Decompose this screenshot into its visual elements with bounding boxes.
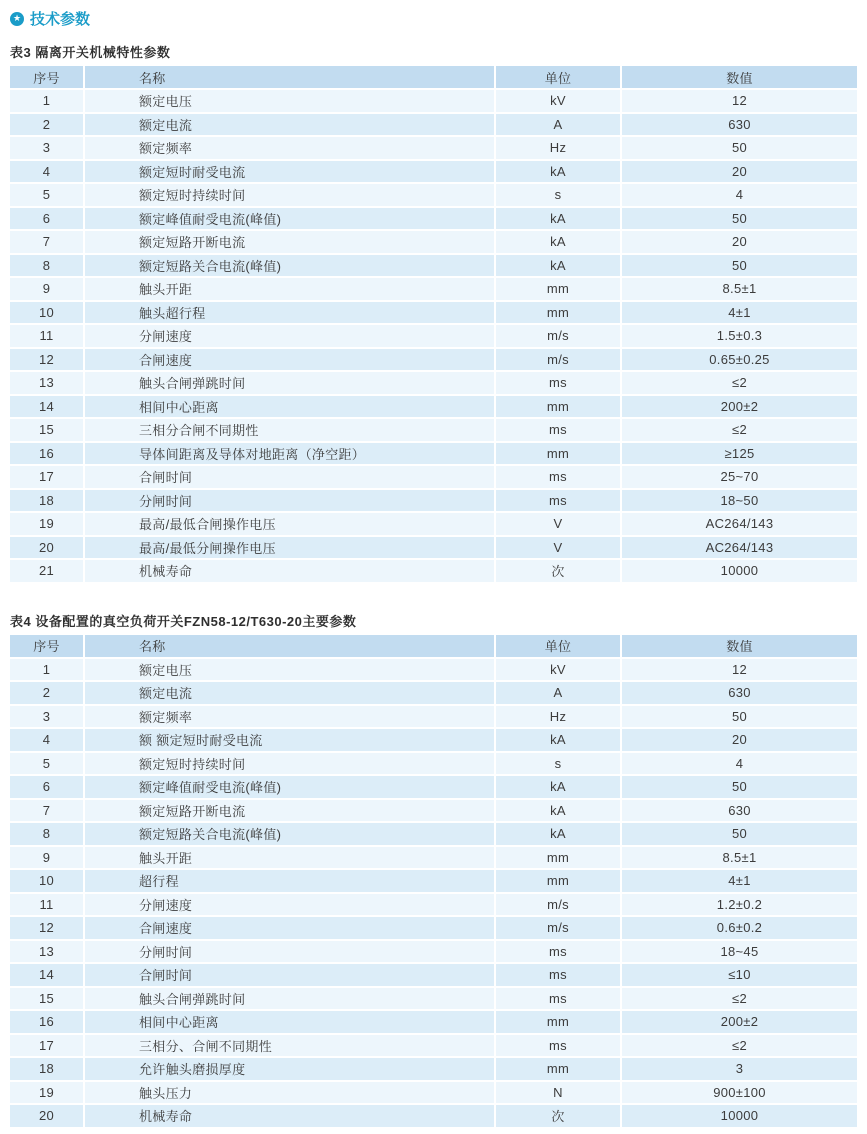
param-name-cell: 合闸时间 bbox=[85, 466, 494, 488]
param-name-cell: 触头开距 bbox=[85, 278, 494, 300]
table-row bbox=[10, 537, 857, 559]
row-number-cell: 19 bbox=[10, 1082, 83, 1104]
param-name-cell: 额定短路关合电流(峰值) bbox=[85, 255, 494, 277]
row-number-cell: 6 bbox=[10, 776, 83, 798]
unit-cell: m/s bbox=[496, 894, 620, 916]
value-cell: 4 bbox=[622, 184, 857, 206]
unit-cell: kA bbox=[496, 729, 620, 751]
table-row bbox=[10, 466, 857, 488]
param-name-cell: 导体间距离及导体对地距离（净空距） bbox=[85, 443, 494, 465]
unit-cell: kA bbox=[496, 161, 620, 183]
column-header: 数值 bbox=[622, 66, 857, 88]
section-title: 技术参数 bbox=[30, 11, 91, 28]
table-row bbox=[10, 137, 857, 159]
param-name-cell: 额定短时耐受电流 bbox=[85, 161, 494, 183]
table-row bbox=[10, 396, 857, 418]
param-name-cell: 额定短路开断电流 bbox=[85, 231, 494, 253]
unit-cell: A bbox=[496, 682, 620, 704]
param-name-cell: 额定电流 bbox=[85, 682, 494, 704]
table-row bbox=[10, 513, 857, 535]
value-cell: 4±1 bbox=[622, 302, 857, 324]
column-header: 序号 bbox=[10, 66, 83, 88]
table-row bbox=[10, 682, 857, 704]
unit-cell: s bbox=[496, 184, 620, 206]
row-number-cell: 1 bbox=[10, 659, 83, 681]
unit-cell: A bbox=[496, 114, 620, 136]
param-name-cell: 分闸时间 bbox=[85, 490, 494, 512]
unit-cell: mm bbox=[496, 1058, 620, 1080]
unit-cell: ms bbox=[496, 964, 620, 986]
table-row bbox=[10, 870, 857, 892]
value-cell: ≤2 bbox=[622, 372, 857, 394]
param-name-cell: 触头开距 bbox=[85, 847, 494, 869]
param-name-cell: 触头合闸弹跳时间 bbox=[85, 988, 494, 1010]
param-name-cell: 额定电流 bbox=[85, 114, 494, 136]
unit-cell: kA bbox=[496, 255, 620, 277]
unit-cell: kV bbox=[496, 90, 620, 112]
value-cell: 18~50 bbox=[622, 490, 857, 512]
row-number-cell: 11 bbox=[10, 325, 83, 347]
row-number-cell: 1 bbox=[10, 90, 83, 112]
param-name-cell: 额定短时持续时间 bbox=[85, 753, 494, 775]
row-number-cell: 15 bbox=[10, 988, 83, 1010]
unit-cell: ms bbox=[496, 490, 620, 512]
table-row bbox=[10, 800, 857, 822]
table-row bbox=[10, 1105, 857, 1127]
value-cell: 0.6±0.2 bbox=[622, 917, 857, 939]
table-row bbox=[10, 1035, 857, 1057]
param-name-cell: 合闸速度 bbox=[85, 349, 494, 371]
value-cell: 1.2±0.2 bbox=[622, 894, 857, 916]
column-header: 数值 bbox=[622, 635, 857, 657]
row-number-cell: 20 bbox=[10, 537, 83, 559]
table-row bbox=[10, 161, 857, 183]
unit-cell: N bbox=[496, 1082, 620, 1104]
table-row bbox=[10, 208, 857, 230]
value-cell: 25~70 bbox=[622, 466, 857, 488]
table-row bbox=[10, 231, 857, 253]
param-name-cell: 额定短路开断电流 bbox=[85, 800, 494, 822]
row-number-cell: 12 bbox=[10, 917, 83, 939]
table-row bbox=[10, 776, 857, 798]
unit-cell: mm bbox=[496, 443, 620, 465]
param-name-cell: 触头合闸弹跳时间 bbox=[85, 372, 494, 394]
unit-cell: mm bbox=[496, 870, 620, 892]
unit-cell: 次 bbox=[496, 1105, 620, 1127]
table-row bbox=[10, 349, 857, 371]
unit-cell: 次 bbox=[496, 560, 620, 582]
param-name-cell: 合闸速度 bbox=[85, 917, 494, 939]
unit-cell: Hz bbox=[496, 137, 620, 159]
table-row bbox=[10, 753, 857, 775]
param-name-cell: 超行程 bbox=[85, 870, 494, 892]
row-number-cell: 18 bbox=[10, 1058, 83, 1080]
value-cell: 1.5±0.3 bbox=[622, 325, 857, 347]
param-name-cell: 分闸速度 bbox=[85, 325, 494, 347]
table-row bbox=[10, 302, 857, 324]
row-number-cell: 20 bbox=[10, 1105, 83, 1127]
row-number-cell: 10 bbox=[10, 302, 83, 324]
unit-cell: ms bbox=[496, 466, 620, 488]
column-header: 单位 bbox=[496, 635, 620, 657]
param-name-cell: 额定短路关合电流(峰值) bbox=[85, 823, 494, 845]
unit-cell: ms bbox=[496, 419, 620, 441]
table-row bbox=[10, 706, 857, 728]
unit-cell: ms bbox=[496, 941, 620, 963]
row-number-cell: 17 bbox=[10, 1035, 83, 1057]
row-number-cell: 19 bbox=[10, 513, 83, 535]
param-name-cell: 三相分合闸不同期性 bbox=[85, 419, 494, 441]
param-name-cell: 允许触头磨损厚度 bbox=[85, 1058, 494, 1080]
value-cell: 10000 bbox=[622, 1105, 857, 1127]
param-name-cell: 机械寿命 bbox=[85, 560, 494, 582]
table-row bbox=[10, 988, 857, 1010]
value-cell: 50 bbox=[622, 823, 857, 845]
unit-cell: mm bbox=[496, 302, 620, 324]
value-cell: 20 bbox=[622, 729, 857, 751]
param-name-cell: 额定频率 bbox=[85, 137, 494, 159]
param-name-cell: 触头超行程 bbox=[85, 302, 494, 324]
value-cell: 8.5±1 bbox=[622, 847, 857, 869]
star-circle-icon: ★ bbox=[10, 12, 24, 26]
unit-cell: ms bbox=[496, 1035, 620, 1057]
row-number-cell: 14 bbox=[10, 964, 83, 986]
unit-cell: s bbox=[496, 753, 620, 775]
table4-caption: 表4 设备配置的真空负荷开关FZN58-12/T630-20主要参数 bbox=[10, 613, 357, 629]
table-row bbox=[10, 372, 857, 394]
value-cell: 50 bbox=[622, 208, 857, 230]
value-cell: AC264/143 bbox=[622, 513, 857, 535]
unit-cell: kA bbox=[496, 776, 620, 798]
row-number-cell: 11 bbox=[10, 894, 83, 916]
param-name-cell: 额定电压 bbox=[85, 659, 494, 681]
value-cell: 50 bbox=[622, 137, 857, 159]
row-number-cell: 18 bbox=[10, 490, 83, 512]
value-cell: 4 bbox=[622, 753, 857, 775]
value-cell: ≤2 bbox=[622, 1035, 857, 1057]
value-cell: 900±100 bbox=[622, 1082, 857, 1104]
unit-cell: V bbox=[496, 513, 620, 535]
table-row bbox=[10, 729, 857, 751]
unit-cell: m/s bbox=[496, 917, 620, 939]
table-row bbox=[10, 964, 857, 986]
row-number-cell: 9 bbox=[10, 847, 83, 869]
table-row bbox=[10, 823, 857, 845]
value-cell: 3 bbox=[622, 1058, 857, 1080]
table-row bbox=[10, 278, 857, 300]
value-cell: 10000 bbox=[622, 560, 857, 582]
unit-cell: kA bbox=[496, 800, 620, 822]
value-cell: 200±2 bbox=[622, 1011, 857, 1033]
unit-cell: mm bbox=[496, 396, 620, 418]
table-row bbox=[10, 917, 857, 939]
param-name-cell: 额 额定短时耐受电流 bbox=[85, 729, 494, 751]
row-number-cell: 3 bbox=[10, 137, 83, 159]
unit-cell: Hz bbox=[496, 706, 620, 728]
unit-cell: kV bbox=[496, 659, 620, 681]
row-number-cell: 3 bbox=[10, 706, 83, 728]
value-cell: 18~45 bbox=[622, 941, 857, 963]
value-cell: 20 bbox=[622, 231, 857, 253]
row-number-cell: 17 bbox=[10, 466, 83, 488]
param-name-cell: 分闸速度 bbox=[85, 894, 494, 916]
row-number-cell: 8 bbox=[10, 255, 83, 277]
value-cell: AC264/143 bbox=[622, 537, 857, 559]
table3-caption: 表3 隔离开关机械特性参数 bbox=[10, 45, 171, 60]
row-number-cell: 13 bbox=[10, 372, 83, 394]
row-number-cell: 8 bbox=[10, 823, 83, 845]
unit-cell: mm bbox=[496, 278, 620, 300]
table-row bbox=[10, 114, 857, 136]
param-name-cell: 合闸时间 bbox=[85, 964, 494, 986]
param-name-cell: 额定电压 bbox=[85, 90, 494, 112]
table-row bbox=[10, 184, 857, 206]
param-name-cell: 触头压力 bbox=[85, 1082, 494, 1104]
table-row bbox=[10, 894, 857, 916]
row-number-cell: 21 bbox=[10, 560, 83, 582]
row-number-cell: 16 bbox=[10, 1011, 83, 1033]
unit-cell: kA bbox=[496, 231, 620, 253]
row-number-cell: 16 bbox=[10, 443, 83, 465]
table-row bbox=[10, 659, 857, 681]
unit-cell: mm bbox=[496, 847, 620, 869]
table3 bbox=[10, 66, 857, 582]
unit-cell: ms bbox=[496, 372, 620, 394]
row-number-cell: 14 bbox=[10, 396, 83, 418]
value-cell: 50 bbox=[622, 776, 857, 798]
param-name-cell: 额定短时持续时间 bbox=[85, 184, 494, 206]
param-name-cell: 额定频率 bbox=[85, 706, 494, 728]
param-name-cell: 最高/最低分闸操作电压 bbox=[85, 537, 494, 559]
value-cell: 50 bbox=[622, 706, 857, 728]
row-number-cell: 9 bbox=[10, 278, 83, 300]
column-header: 序号 bbox=[10, 635, 83, 657]
table-row bbox=[10, 560, 857, 582]
row-number-cell: 12 bbox=[10, 349, 83, 371]
table-row bbox=[10, 255, 857, 277]
unit-cell: kA bbox=[496, 823, 620, 845]
table-row bbox=[10, 90, 857, 112]
table-row bbox=[10, 490, 857, 512]
table-row bbox=[10, 941, 857, 963]
table-row bbox=[10, 1058, 857, 1080]
row-number-cell: 13 bbox=[10, 941, 83, 963]
param-name-cell: 额定峰值耐受电流(峰值) bbox=[85, 208, 494, 230]
value-cell: ≤2 bbox=[622, 419, 857, 441]
row-number-cell: 7 bbox=[10, 231, 83, 253]
unit-cell: mm bbox=[496, 1011, 620, 1033]
value-cell: 630 bbox=[622, 800, 857, 822]
row-number-cell: 4 bbox=[10, 161, 83, 183]
value-cell: 12 bbox=[622, 90, 857, 112]
table-header-row bbox=[10, 66, 857, 88]
value-cell: 630 bbox=[622, 682, 857, 704]
row-number-cell: 2 bbox=[10, 114, 83, 136]
param-name-cell: 三相分、合闸不同期性 bbox=[85, 1035, 494, 1057]
unit-cell: m/s bbox=[496, 349, 620, 371]
value-cell: ≤10 bbox=[622, 964, 857, 986]
column-header: 名称 bbox=[85, 66, 494, 88]
unit-cell: ms bbox=[496, 988, 620, 1010]
value-cell: 630 bbox=[622, 114, 857, 136]
param-name-cell: 相间中心距离 bbox=[85, 396, 494, 418]
value-cell: 20 bbox=[622, 161, 857, 183]
table-row bbox=[10, 847, 857, 869]
row-number-cell: 10 bbox=[10, 870, 83, 892]
row-number-cell: 4 bbox=[10, 729, 83, 751]
section-heading bbox=[10, 8, 857, 29]
param-name-cell: 分闸时间 bbox=[85, 941, 494, 963]
row-number-cell: 15 bbox=[10, 419, 83, 441]
param-name-cell: 额定峰值耐受电流(峰值) bbox=[85, 776, 494, 798]
param-name-cell: 最高/最低合闸操作电压 bbox=[85, 513, 494, 535]
row-number-cell: 7 bbox=[10, 800, 83, 822]
value-cell: 8.5±1 bbox=[622, 278, 857, 300]
table-row bbox=[10, 419, 857, 441]
column-header: 名称 bbox=[85, 635, 494, 657]
value-cell: 50 bbox=[622, 255, 857, 277]
table-header-row bbox=[10, 635, 857, 657]
row-number-cell: 5 bbox=[10, 184, 83, 206]
value-cell: 200±2 bbox=[622, 396, 857, 418]
table-row bbox=[10, 325, 857, 347]
value-cell: ≥125 bbox=[622, 443, 857, 465]
table4 bbox=[10, 635, 857, 1127]
param-name-cell: 机械寿命 bbox=[85, 1105, 494, 1127]
table-row bbox=[10, 1082, 857, 1104]
unit-cell: kA bbox=[496, 208, 620, 230]
value-cell: 0.65±0.25 bbox=[622, 349, 857, 371]
value-cell: ≤2 bbox=[622, 988, 857, 1010]
row-number-cell: 2 bbox=[10, 682, 83, 704]
unit-cell: V bbox=[496, 537, 620, 559]
table-row bbox=[10, 443, 857, 465]
row-number-cell: 6 bbox=[10, 208, 83, 230]
row-number-cell: 5 bbox=[10, 753, 83, 775]
table-row bbox=[10, 1011, 857, 1033]
column-header: 单位 bbox=[496, 66, 620, 88]
unit-cell: m/s bbox=[496, 325, 620, 347]
value-cell: 12 bbox=[622, 659, 857, 681]
value-cell: 4±1 bbox=[622, 870, 857, 892]
param-name-cell: 相间中心距离 bbox=[85, 1011, 494, 1033]
